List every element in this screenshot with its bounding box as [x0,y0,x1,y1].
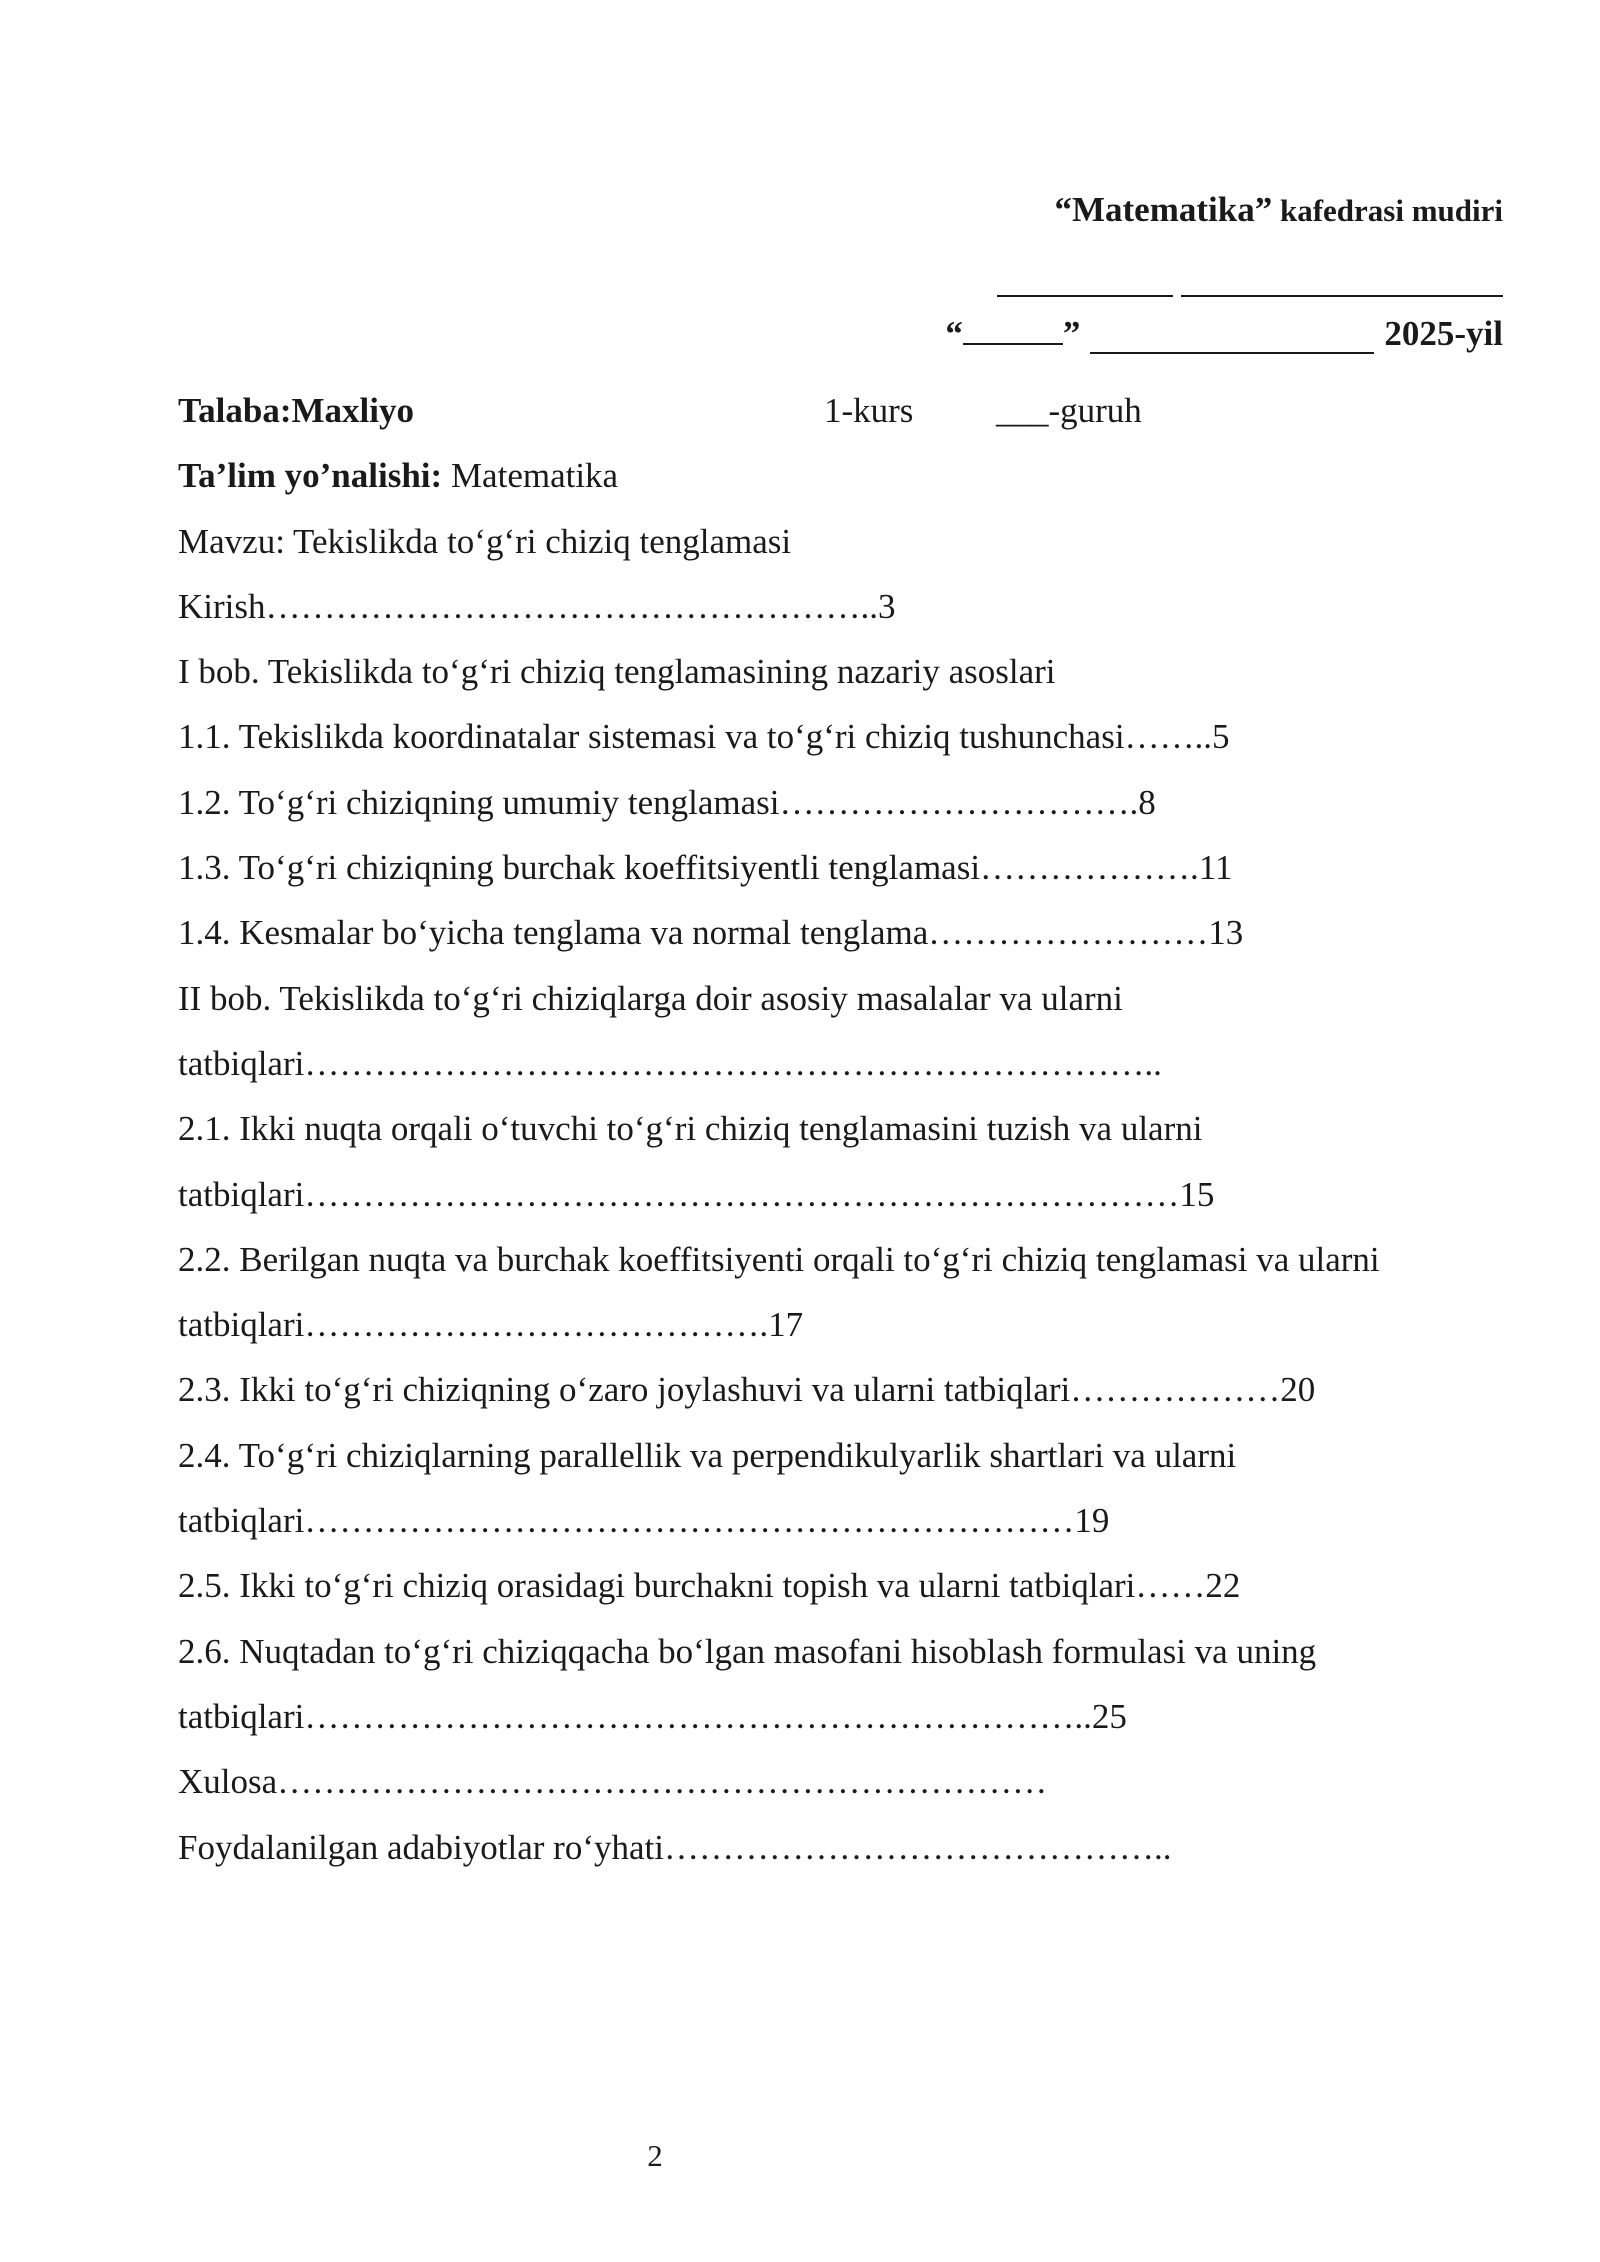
document-body [178,378,1508,1880]
department-head-label: kafedrasi mudiri [1272,193,1503,228]
toc-item: tatbiqlari………………………………….17 [178,1305,804,1345]
student-label: Talaba: [178,391,292,430]
student-name: Maxliyo [291,391,414,430]
toc-item: tatbiqlari…………………………………………………………………15 [178,1174,1215,1214]
toc-item: 1.3. To‘g‘ri chiziqning burchak koeffitsiyentli tenglamasi……………….11 [178,848,1233,888]
approval-date [803,313,1503,354]
toc-item: 2.4. To‘g‘ri chiziqlarning parallellik va perpendikulyarlik shartlari va ularni [178,1435,1237,1475]
day-line [963,313,1063,345]
toc-item: I bob. Tekislikda to‘g‘ri chiziq tenglamasining nazariy asoslari [178,652,1056,692]
toc-item: tatbiqlari……………………………………………………………….. [178,1043,1162,1083]
page-number: 2 [647,2138,663,2173]
date-year: 2025-yil [1384,314,1503,353]
toc-item: 2.3. Ikki to‘g‘ri chiziqning o‘zaro joylashuvi va ularni tatbiqlari………………20 [178,1370,1316,1410]
direction-value: Matematika [442,456,619,496]
toc-item: Foydalanilgan adabiyotlar ro‘yhati…………………………………….. [178,1827,1172,1867]
toc-item: 2.1. Ikki nuqta orqali o‘tuvchi to‘g‘ri chiziq tenglamasini tuzish va ularni [178,1109,1203,1149]
toc-item: 2.6. Nuqtadan to‘g‘ri chiziqqacha bo‘lgan masofani hisoblash formulasi va uning [178,1631,1317,1671]
toc-item: tatbiqlari…………………………………………………………19 [178,1501,1110,1541]
department-head-title [803,190,1503,231]
direction-row [178,443,1508,508]
table-of-contents [178,574,1508,1880]
student-group: ___-guruh [996,391,1142,430]
signature-line [997,265,1173,297]
toc-item: 1.2. To‘g‘ri chiziqning umumiy tenglamasi………………………….8 [178,782,1156,822]
toc-item: tatbiqlari…………………………………………………………..25 [178,1696,1127,1736]
student-info [178,378,1508,443]
name-line [1181,265,1503,297]
toc-item: Kirish……………………………………………..3 [178,586,896,626]
toc-item: 2.5. Ikki to‘g‘ri chiziq orasidagi burchakni topish va ularni tatbiqlari……22 [178,1566,1241,1606]
toc-item: 1.1. Tekislikda koordinatalar sistemasi va to‘g‘ri chiziq tushunchasi……..5 [178,717,1230,757]
date-day: “ ” [945,314,1081,353]
toc-item: Xulosa………………………………………………………… [178,1762,1048,1802]
toc-item: 1.4. Kesmalar bo‘yicha tenglama va normal tenglama……………………13 [178,913,1244,953]
student-course: 1-kurs [824,391,914,430]
direction-label: Ta’lim yo’nalishi: [178,456,443,496]
approval-block [803,190,1503,354]
signature-lines [803,257,1503,297]
toc-item: 2.2. Berilgan nuqta va burchak koeffitsiyenti orqali to‘g‘ri chiziq tenglamasi va ularni [178,1239,1380,1279]
toc-item: II bob. Tekislikda to‘g‘ri chiziqlarga doir asosiy masalalar va ularni [178,978,1123,1018]
topic-row: Mavzu: Tekislikda to‘g‘ri chiziq tenglamasi [178,521,792,561]
month-line [1090,322,1374,354]
department-name: “Matematika” [1054,190,1273,229]
